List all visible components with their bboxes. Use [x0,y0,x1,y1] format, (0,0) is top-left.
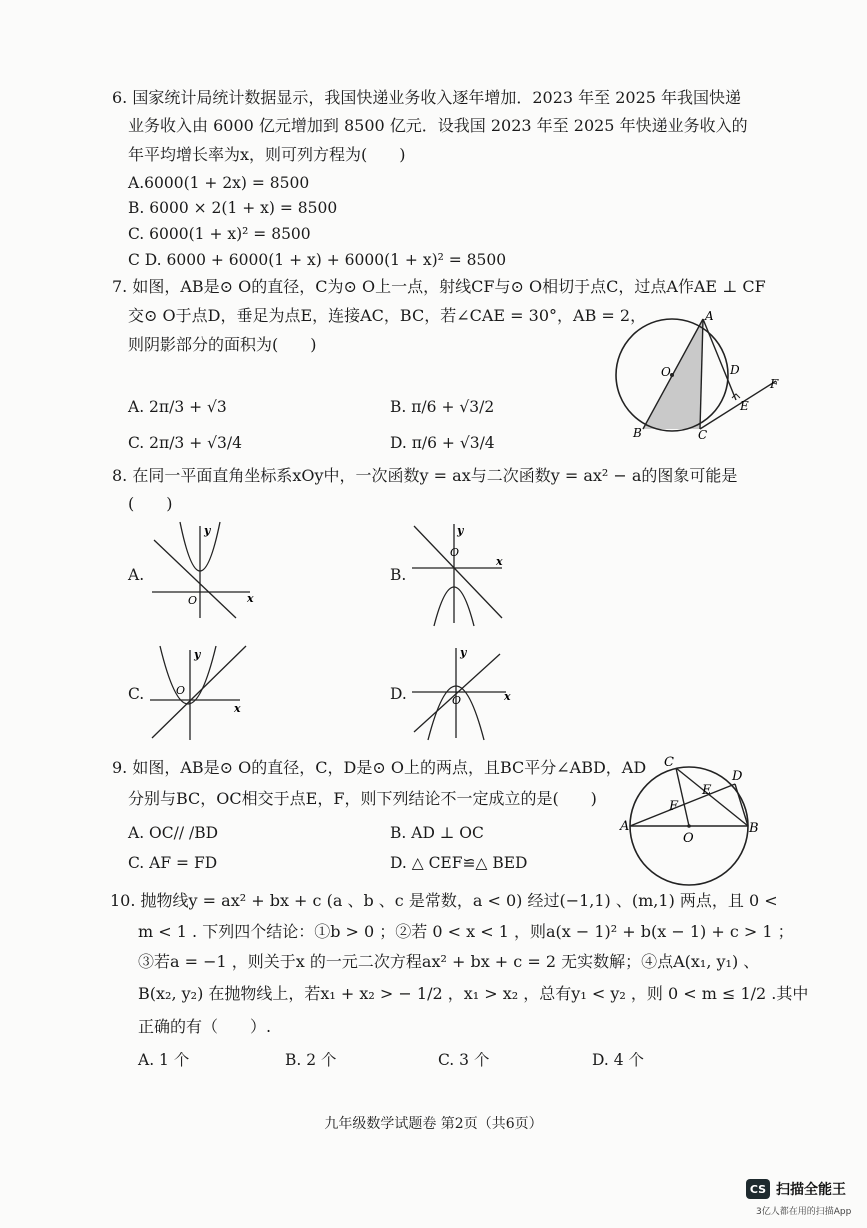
q8-graph-b [410,518,510,628]
q7-label-e: E [740,399,749,413]
q10-line-2: m < 1 . 下列四个结论：①b > 0 ；②若 0 < x < 1 ，则a(x − 1)² + b(x − 1) + c > 1 ； [138,922,794,941]
q8-b-x-label: x [496,555,503,568]
q6-option-b: B. 6000 × 2(1 + x) = 8500 [128,199,338,217]
q8-b-y-label: y [457,524,464,537]
q9-option-d: D. △ CEF≌△ BED [390,854,528,872]
q9-option-c: C. AF = FD [128,854,218,872]
q8-d-x-label: x [504,690,511,703]
q7-line-2: 交⊙ O于点D，垂足为点E，连接AC，BC，若∠CAE = 30°，AB = 2， [128,306,647,325]
q7-label-o: O [661,365,671,379]
scanner-logo [746,1179,846,1199]
q6-line-2: 业务收入由 6000 亿元增加到 8500 亿元．设我国 2023 年至 2025 年快递业务收入的 [128,116,748,135]
q9-label-f: F [669,799,679,814]
q7-option-c: C. 2π/3 + √3/4 [128,434,242,452]
q9-option-a: A. OC// /BD [128,824,219,842]
q7-label-f: F [770,377,779,391]
q8-d-y-label: y [460,646,467,659]
q8-graph-c [148,642,258,742]
q9-label-b: B [749,821,759,836]
q8-option-a-label: A. [128,566,145,584]
q10-line-3: ③若a = −1 ，则关于x 的一元二次方程ax² + bx + c = 2 无实数解；④点A(x₁, y₁) 、 [138,952,760,971]
q8-c-x-label: x [234,702,241,715]
q7-circle-figure [608,305,788,445]
q8-line-2: ( ) [128,494,173,513]
q7-line-3: 则阴影部分的面积为( ) [128,335,317,354]
scanner-tagline: 3亿人都在用的扫描App [756,1207,852,1217]
q8-option-d-label: D. [390,685,407,703]
q10-option-a: A. 1 个 [138,1051,190,1069]
q10-option-c: C. 3 个 [438,1051,490,1069]
q8-option-b-label: B. [390,566,407,584]
q9-line-2: 分别与BC，OC相交于点E，F，则下列结论不一定成立的是( ) [128,789,597,808]
q6-line-3: 年平均增长率为x，则可列方程为( ) [128,145,406,164]
q8-c-y-label: y [194,648,201,661]
q7-label-c: C [698,428,708,442]
q9-label-o: O [683,831,694,846]
q9-label-d: D [732,769,743,784]
q9-label-a: A [620,819,630,834]
q6-line-1: 6. 国家统计局统计数据显示，我国快递业务收入逐年增加．2023 年至 2025 年我国快递 [112,88,742,107]
q9-line-1: 9. 如图，AB是⊙ O的直径，C，D是⊙ O上的两点，且BC平分∠ABD，AD [112,758,647,777]
q8-line-1: 8. 在同一平面直角坐标系xOy中，一次函数y = ax与二次函数y = ax² − a的图象可能是 [112,466,738,485]
q6-option-a: A.6000(1 + 2x) = 8500 [128,174,310,192]
q7-label-d: D [730,363,740,377]
q8-a-x-label: x [247,592,254,605]
q8-graph-a [150,520,260,620]
q7-line-1: 7. 如图，AB是⊙ O的直径，C为⊙ O上一点，射线CF与⊙ O相切于点C，过点A作AE ⊥ CF [112,277,766,296]
q9-label-c: C [664,755,674,770]
q7-option-d: D. π/6 + √3/4 [390,434,495,452]
q10-line-4: B(x₂, y₂) 在抛物线上，若x₁ + x₂ > − 1/2 ，x₁ > x₂ ，总有y₁ < y₂ ，则 0 < m ≤ 1/2 .其中 [138,984,809,1003]
q9-option-b: B. AD ⊥ OC [390,824,484,842]
q9-circle-figure [618,752,768,892]
q9-label-e: E [702,783,712,798]
q8-graph-d [410,642,520,742]
q8-a-y-label: y [204,524,211,537]
q8-c-o-label: O [176,684,186,697]
q8-a-o-label: O [188,594,198,607]
q8-option-c-label: C. [128,685,145,703]
q8-d-o-label: O [452,694,462,707]
q6-option-d: C D. 6000 + 6000(1 + x) + 6000(1 + x)² = 8500 [128,251,507,269]
q7-label-b: B [633,426,642,440]
q8-b-o-label: O [450,546,460,559]
q10-line-1: 10. 抛物线y = ax² + bx + c (a 、b 、c 是常数，a < 0) 经过(−1,1) 、(m,1) 两点，且 0 < [110,891,778,910]
q10-line-5: 正确的有（ ）. [138,1017,272,1036]
q7-option-a: A. 2π/3 + √3 [128,398,227,416]
q7-label-a: A [705,309,714,323]
cs-logo-icon: CS [746,1179,770,1199]
q6-option-c: C. 6000(1 + x)² = 8500 [128,225,311,243]
scanner-app-name: 扫描全能王 [776,1182,846,1198]
page-footer: 九年级数学试题卷 第2页（共6页） [324,1116,543,1132]
q10-option-b: B. 2 个 [285,1051,337,1069]
q7-option-b: B. π/6 + √3/2 [390,398,495,416]
q10-option-d: D. 4 个 [592,1051,645,1069]
